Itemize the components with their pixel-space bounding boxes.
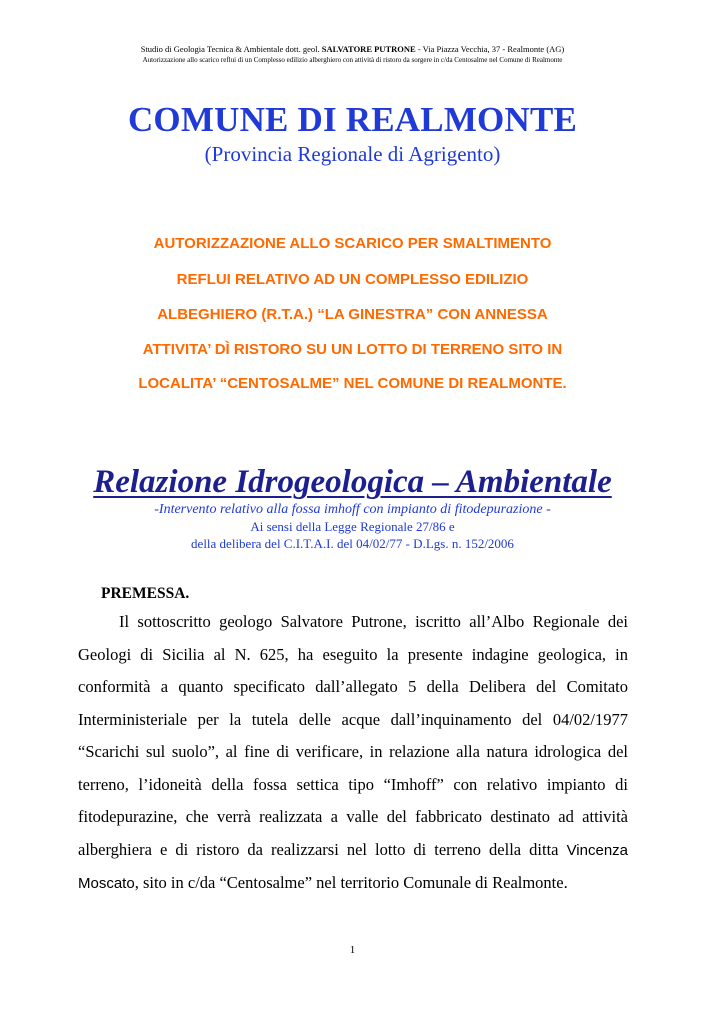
section-heading: PREMESSA. <box>101 585 190 602</box>
authorization-line-3: ALBEGHIERO (R.T.A.) “LA GINESTRA” CON ANNESSA <box>157 306 548 323</box>
authorization-line-5: LOCALITA’ “CENTOSALME” NEL COMUNE DI REALMONTE. <box>138 375 567 392</box>
owner-name: Vincenza Moscato <box>78 841 628 892</box>
report-subtitle: -Intervento relativo alla fossa imhoff con impianto di fitodepurazione - <box>154 502 551 517</box>
letterhead-line-2: Autorizzazione allo scarico reflui di un Complesso edilizio alberghiero con attività di ristoro da sorgere in c/da Centosalme nel Comune di Realmonte <box>142 56 563 64</box>
law-reference-1: Ai sensi della Legge Regionale 27/86 e <box>250 519 455 534</box>
letterhead-address: - Via Piazza Vecchia, 37 - Realmonte (AG) <box>415 44 565 54</box>
premessa-paragraph <box>78 606 628 901</box>
paragraph-end: , sito in c/da “Centosalme” nel territorio Comunale di Realmonte. <box>134 873 568 892</box>
provincia-subtitle: (Provincia Regionale di Agrigento) <box>204 142 501 166</box>
authorization-line-4: ATTIVITA’ DÌ RISTORO SU UN LOTTO DI TERRENO SITO IN <box>142 341 563 358</box>
authorization-line-1: AUTORIZZAZIONE ALLO SCARICO PER SMALTIMENTO <box>153 235 552 252</box>
authorization-line-2: REFLUI RELATIVO AD UN COMPLESSO EDILIZIO <box>176 271 529 288</box>
page-number: 1 <box>349 944 356 956</box>
letterhead-name: SALVATORE PUTRONE <box>321 44 416 54</box>
report-title: Relazione Idrogeologica – Ambientale <box>93 464 612 500</box>
law-reference-2: della delibera del C.I.T.A.I. del 04/02/77 - D.Lgs. n. 152/2006 <box>191 536 514 551</box>
letterhead-line-1 <box>0 44 705 55</box>
letterhead-studio: Studio di Geologia Tecnica & Ambientale dott. geol. <box>140 44 320 54</box>
paragraph-main: Il sottoscritto geologo Salvatore Putrone, iscritto all’Albo Regionale dei Geologi di Sicilia al N. 625, ha eseguito la presente indagine geologica, in conformità a quanto specificato dall’allegato 5 della Delibera del Comitato Interministeriale per la tutela delle acque dall’inquinamento del 04/02/1977 “Scarichi sul suolo”, al fine di verificare, in relazione alla natura idrologica del terreno, l’idoneità della fossa settica tipo “Imhoff” con relativo impianto di fitodepurazine, che verrà realizzata a valle del fabbricato destinato ad attività alberghiera e di ristoro da realizzarsi nel lotto di terreno della ditta <box>78 612 628 859</box>
comune-title: COMUNE DI REALMONTE <box>127 100 578 139</box>
